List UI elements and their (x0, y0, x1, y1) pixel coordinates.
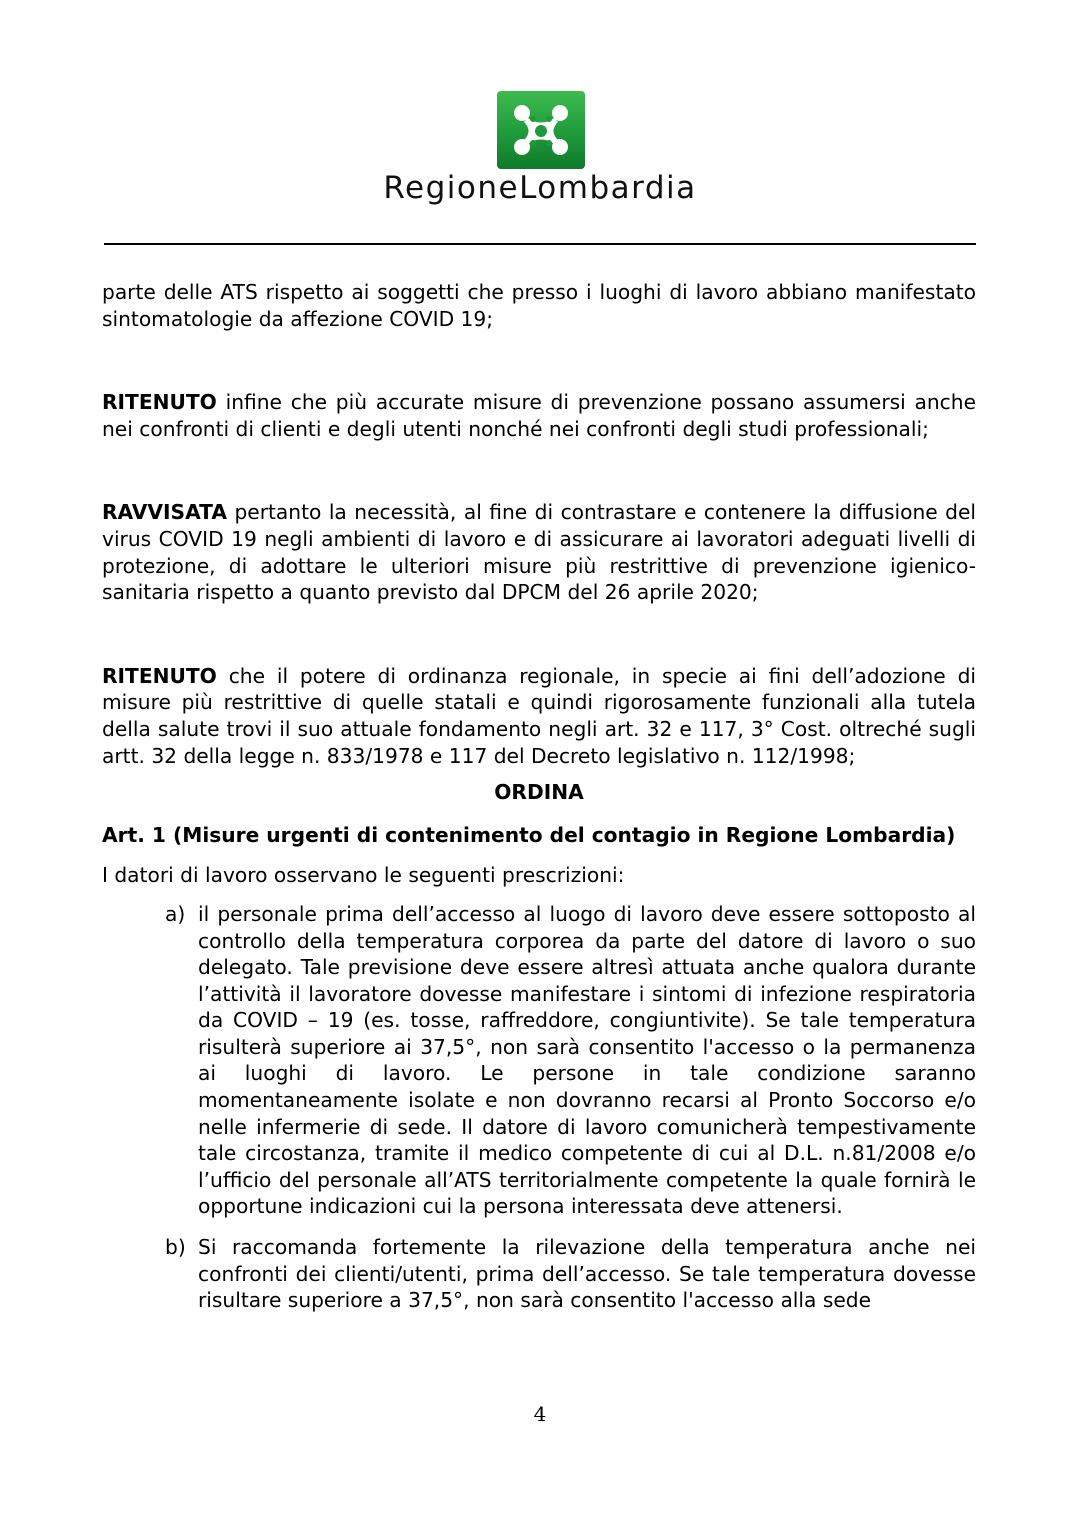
intro-text: I datori di lavoro osservano le seguenti prescrizioni: (102, 863, 625, 888)
ordina-heading: ORDINA (494, 780, 584, 805)
document-body (102, 279, 976, 1328)
list-marker: b) (165, 1235, 186, 1260)
page-number: 4 (533, 1402, 547, 1426)
list-marker: a) (165, 901, 186, 926)
paragraph-text: infine che più accurate misure di prevenzione possano assumersi anche nei confronti di clienti e degli utenti nonché nei confronti degli studi professionali; (102, 390, 976, 441)
article-1-title: Art. 1 (Misure urgenti di contenimento del contagio in Regione Lombardia) (102, 822, 956, 847)
list-item (102, 901, 976, 1220)
list-item-text: il personale prima dell’accesso al luogo di lavoro deve essere sottoposto al controllo della temperatura corporea da parte del datore di lavoro o suo delegato. Tale previsione deve essere altresì attuata anche qualora durante l’attività il lavoratore dovesse manifestare i sintomi di infezione respiratoria da COVID – 19 (es. tosse, raffreddore, congiuntivite). Se tale temperatura risulterà superiore ai 37,5°, non sarà consentito l'accesso o la permanenza ai luoghi di lavoro. Le persone in tale condizione saranno momentaneamente isolate e non dovranno recarsi al Pronto Soccorso e/o nelle infermerie di sede. Il datore di lavoro comunicherà tempestivamente tale circostanza, tramite il medico competente di cui al D.L. n.81/2008 e/o l’ufficio del personale all’ATS territorialmente competente la quale fornirà le opportune indicazioni cui la persona interessata deve attenersi. (198, 901, 976, 1219)
paragraph-text: pertanto la necessità, al fine di contrastare e contenere la diffusione del virus COVID 19 negli ambienti di lavoro e di assicurare ai lavoratori adeguati livelli di protezione, di adottare le ulteriori misure più restrittive di prevenzione igienico-sanitaria rispetto a quanto previsto dal DPCM del 26 aprile 2020; (102, 500, 976, 605)
paragraph-text: che il potere di ordinanza regionale, in specie ai fini dell’adozione di misure più restrittive di quelle statali e quindi rigorosamente funzionali alla tutela della salute trovi il suo attuale fondamento negli art. 32 e 117, 3° Cost. oltreché sugli artt. 32 della legge n. 833/1978 e 117 del Decreto legislativo n. 112/1998; (102, 663, 976, 768)
list-item (102, 1234, 976, 1314)
keyword-ritenuto: RITENUTO (102, 663, 217, 688)
prescriptions-list (102, 901, 976, 1314)
list-item-text: Si raccomanda fortemente la rilevazione della temperatura anche nei confronti dei clienti/utenti, prima dell’accesso. Se tale temperatura dovesse risultare superiore a 37,5°, non sarà consentito l'accesso alla sede (198, 1235, 976, 1313)
paragraph-ritenuto-1 (102, 389, 976, 442)
header-divider (104, 243, 976, 245)
document-header (0, 0, 1080, 250)
keyword-ritenuto: RITENUTO (102, 390, 217, 415)
paragraph-ats: parte delle ATS rispetto ai soggetti che presso i luoghi di lavoro abbiano manifestato sintomatologie da affezione COVID 19; (102, 280, 976, 331)
brand-name: RegioneLombardia (383, 170, 697, 206)
paragraph-ravvisata (102, 499, 976, 605)
paragraph-ritenuto-2 (102, 663, 976, 769)
rosa-camuna-logo-icon (497, 91, 585, 169)
keyword-ravvisata: RAVVISATA (102, 500, 227, 525)
